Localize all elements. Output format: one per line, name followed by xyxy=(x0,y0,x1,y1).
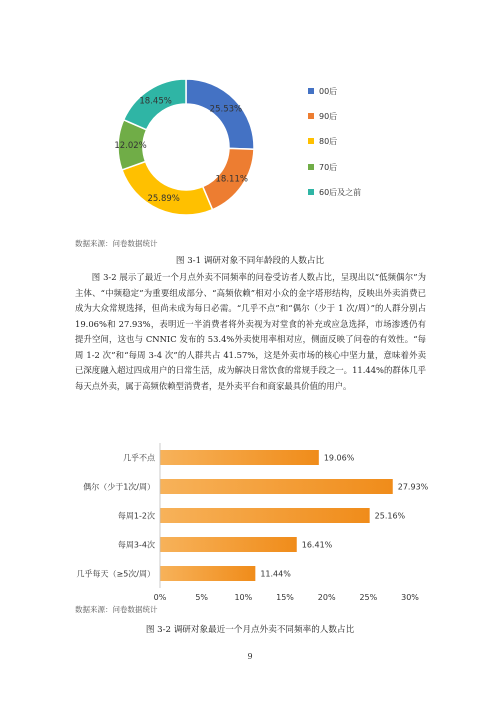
bar-value-label: 11.44% xyxy=(260,569,291,579)
donut-value-label: 18.45% xyxy=(139,96,172,107)
x-tick-label: 10% xyxy=(234,593,253,600)
age-donut-chart xyxy=(0,0,500,240)
legend-label: 90后 xyxy=(319,112,338,122)
bar-2 xyxy=(160,508,370,523)
body-paragraph: 图 3-2 展示了最近一个月点外卖不同频率的问卷受访者人数占比，呈现出以“低频偶尔”为主体、“中频稳定”为重要组成部分、“高频依赖”相对小众的金字塔形结构，反映出外卖消费已成为大众常规选择，但尚未成为每日必需。“几乎不点”和“偶尔（少于 1 次/周）”的人群分别占 19.06%和 27.93%，表明近一半消费者将外卖视为对堂食的补充或应急选择，市场渗透仍有提升空间，这也与 CNNIC 发布的 53.4%外卖使用率相对应，侧面反映了问卷的有效性。“每周 1-2 次”和“每周 3-4 次”的人群共占 41.57%，这是外卖市场的核心中坚力量，意味着外卖已深度融入超过四成用户的日常生活，成为解决日常饮食的常规手段之一。11.44%的群体几乎每天点外卖，属于高频依赖型消费者，是外卖平台和商家最具价值的用户。 xyxy=(75,272,426,391)
donut-value-label: 25.53% xyxy=(209,104,243,115)
figure-caption-2: 图 3-2 调研对象最近一个月点外卖不同频率的人数占比 xyxy=(145,625,355,635)
bar-value-label: 19.06% xyxy=(323,453,355,463)
legend-item-70s xyxy=(308,162,361,174)
donut-legend xyxy=(308,86,361,212)
legend-item-90s xyxy=(308,111,361,123)
legend-swatch xyxy=(308,164,314,170)
bar-value-label: 16.41% xyxy=(301,540,333,550)
x-tick-label: 0% xyxy=(153,593,167,600)
data-source-note-2: 数据来源：问卷数据统计 xyxy=(75,605,158,614)
donut-value-label: 25.89% xyxy=(147,193,180,204)
x-tick-label: 25% xyxy=(359,593,378,600)
legend-label: 60后及之前 xyxy=(319,187,362,197)
legend-item-60s-before xyxy=(308,187,361,199)
x-tick-label: 5% xyxy=(195,593,209,600)
legend-item-00s xyxy=(308,86,361,98)
legend-label: 70后 xyxy=(319,162,338,172)
x-tick-label: 30% xyxy=(401,593,419,600)
donut-value-label: 18.11% xyxy=(215,174,248,185)
legend-item-80s xyxy=(308,136,361,148)
bar-category-label: 每周3-4次 xyxy=(117,540,155,550)
legend-label: 80后 xyxy=(319,137,338,147)
bar-0 xyxy=(160,450,319,465)
legend-swatch xyxy=(308,88,314,94)
data-source-note-1: 数据来源：问卷数据统计 xyxy=(75,239,158,248)
legend-swatch xyxy=(308,189,314,195)
bar-category-label: 偶尔（少于1次/周） xyxy=(83,482,155,492)
legend-swatch xyxy=(308,113,314,119)
donut-value-label: 12.02% xyxy=(114,141,147,152)
figure-caption-1: 图 3-1 调研对象不同年龄段的人数占比 xyxy=(175,256,325,266)
frequency-bar-chart xyxy=(0,440,500,600)
x-tick-label: 20% xyxy=(317,593,336,600)
bar-category-label: 几乎不点 xyxy=(123,453,155,463)
bar-category-label: 每周1-2次 xyxy=(117,511,155,521)
bar-1 xyxy=(160,479,393,494)
bar-category-label: 几乎每天（≥5次/周） xyxy=(76,569,155,579)
donut-slice-2 xyxy=(122,161,212,215)
page-number: 9 xyxy=(247,652,253,661)
bar-4 xyxy=(160,566,255,581)
bar-value-label: 27.93% xyxy=(397,482,429,492)
bar-3 xyxy=(160,537,297,552)
bar-value-label: 25.16% xyxy=(374,511,406,521)
x-tick-label: 15% xyxy=(276,593,294,600)
legend-swatch xyxy=(308,138,314,144)
legend-label: 00后 xyxy=(319,87,338,96)
